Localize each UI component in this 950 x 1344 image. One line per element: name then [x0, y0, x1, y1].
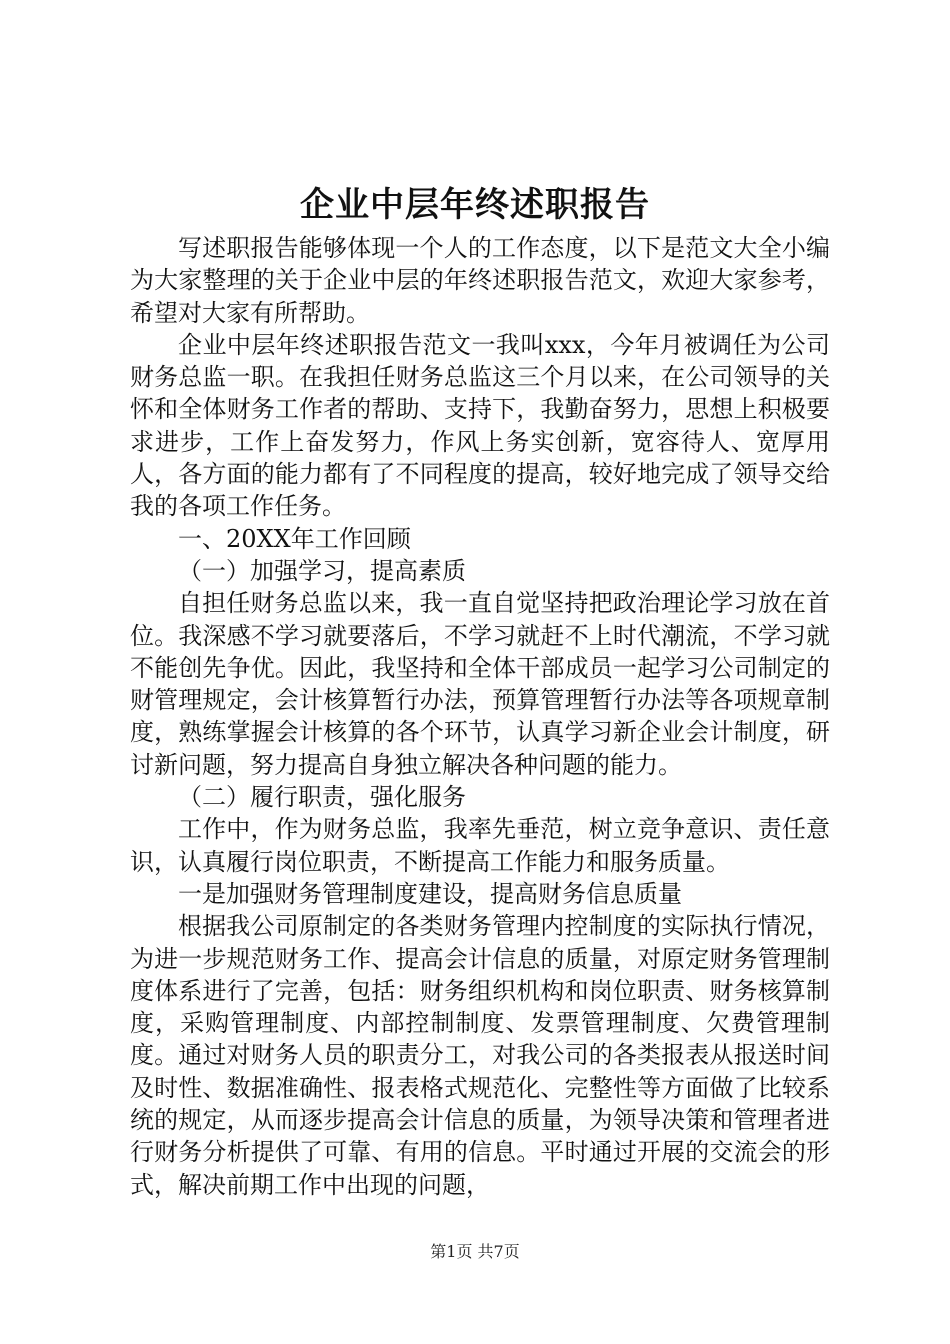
paragraph-intro: 写述职报告能够体现一个人的工作态度，以下是范文大全小编为大家整理的关于企业中层的年终述职报告范文，欢迎大家参考，希望对大家有所帮助。 [130, 234, 830, 327]
paragraph-system-building: 根据我公司原制定的各类财务管理内控制度的实际执行情况，为进一步规范财务工作、提高会计信息的质量，对原定财务管理制度体系进行了完善，包括：财务组织机构和岗位职责、财务核算制度，采购管理制度、内部控制制度、发票管理制度、欠费管理制度。通过对财务人员的职责分工，对我公司的各类报表从报送时间及时性、数据准确性、报表格式规范化、完整性等方面做了比较系统的规定，从而逐步提高会计信息的质量，为领导决策和管理者进行财务分析提供了可靠、有用的信息。平时通过开展的交流会的形式，解决前期工作中出现的问题， [130, 912, 830, 1199]
document-body [130, 232, 830, 1201]
subsection-heading-study: （一）加强学习，提高素质 [178, 556, 466, 585]
paragraph-duties: 工作中，作为财务总监，我率先垂范，树立竞争意识、责任意识，认真履行岗位职责，不断提高工作能力和服务质量。 [130, 815, 830, 876]
point-heading-system-building: 一是加强财务管理制度建设，提高财务信息质量 [178, 879, 682, 908]
subsection-heading-duties: （二）履行职责，强化服务 [178, 783, 466, 812]
paragraph-study: 自担任财务总监以来，我一直自觉坚持把政治理论学习放在首位。我深感不学习就要落后，不学习就赶不上时代潮流，不学习就不能创先争优。因此，我坚持和全体干部成员一起学习公司制定的财管理规定，会计核算暂行办法，预算管理暂行办法等各项规章制度，熟练掌握会计核算的各个环节，认真学习新企业会计制度，研讨新问题，努力提高自身独立解决各种问题的能力。 [130, 589, 830, 779]
paragraph-self-introduction: 企业中层年终述职报告范文一我叫xxx，今年月被调任为公司财务总监一职。在我担任财务总监这三个月以来，在公司领导的关怀和全体财务工作者的帮助、支持下，我勤奋努力，思想上积极要求进步，工作上奋发努力，作风上务实创新，宽容待人、宽厚用人，各方面的能力都有了不同程度的提高，较好地完成了领导交给我的各项工作任务。 [130, 330, 830, 521]
page-number-footer: 第1页 共7页 [430, 1242, 520, 1261]
document-title: 企业中层年终述职报告 [300, 185, 650, 225]
section-heading-review: 一、20XX年工作回顾 [178, 524, 411, 553]
